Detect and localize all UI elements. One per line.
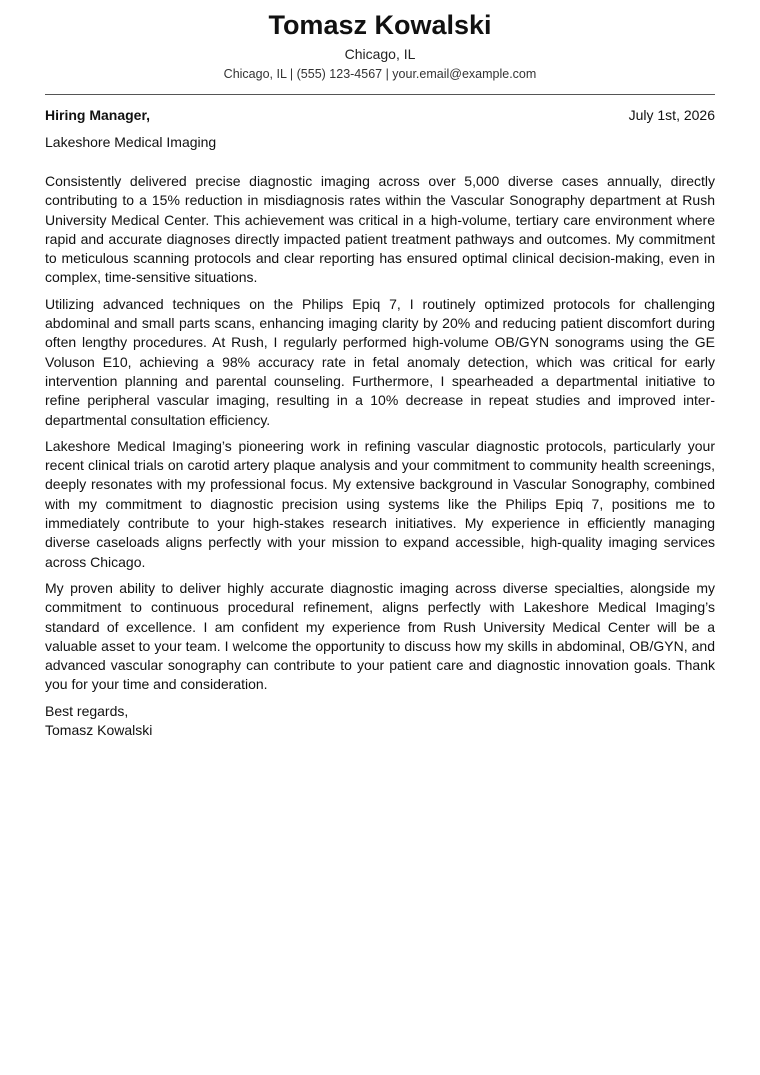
letter-body — [45, 172, 715, 695]
letter-closing-block — [45, 702, 715, 740]
closing-phrase: Best regards, — [45, 702, 129, 719]
company-name: Lakeshore Medical Imaging — [45, 134, 217, 150]
letter-header — [45, 0, 715, 82]
body-paragraph: My proven ability to deliver highly accurate diagnostic imaging across diverse specialties, alongside my commitment to continuous procedural refinement, aligns perfectly with Lakeshore Medical Imaging’s standard of excellence. I am confident my experience from Rush University Medical Center will be a valuable asset to your team. I welcome the opportunity to discuss how my skills in abdominal, OB/GYN, and advanced vascular sonography can contribute to your patient care and diagnostic innovation goals. Thank you for your time and consideration. — [45, 579, 715, 693]
signature-name: Tomasz Kowalski — [45, 721, 153, 738]
body-paragraph: Consistently delivered precise diagnostic imaging across over 5,000 diverse cases annually, directly contributing to a 15% reduction in misdiagnosis rates within the Vascular Sonography department at Rush University Medical Center. This achievement was critical in a high-volume, tertiary care environment where rapid and accurate diagnoses directly impacted patient treatment pathways and outcomes. My commitment to meticulous scanning protocols and clear reporting has ensured optimal clinical decision-making, even in complex, time-sensitive situations. — [45, 173, 715, 286]
applicant-name: Tomasz Kowalski — [268, 10, 492, 40]
recipient-salutation: Hiring Manager, — [45, 107, 151, 123]
body-paragraph: Utilizing advanced techniques on the Philips Epiq 7, I routinely optimized protocols for challenging abdominal and small parts scans, enhancing imaging clarity by 20% and reducing patient discomfort during often lengthy procedures. At Rush, I regularly performed high-volume OB/GYN sonograms using the GE Voluson E10, achieving a 98% accuracy rate in fetal anomaly detection, which was critical for early intervention planning and parental counseling. Furthermore, I spearheaded a departmental initiative to refine peripheral vascular imaging, resulting in a 10% decrease in repeat studies and improved inter-departmental consultation efficiency. — [45, 295, 715, 428]
applicant-contact-line: Chicago, IL | (555) 123-4567 | your.email@example.com — [223, 67, 537, 81]
header-divider — [45, 94, 715, 95]
body-paragraph: Lakeshore Medical Imaging’s pioneering work in refining vascular diagnostic protocols, particularly your recent clinical trials on carotid artery plaque analysis and your commitment to community health screenings, deeply resonates with my professional focus. My extensive background in Vascular Sonography, combined with my commitment to diagnostic precision using systems like the Philips Epiq 7, positions me to immediately contribute to your high-stakes research initiatives. My experience in efficiently managing diverse caseloads aligns perfectly with your mission to expand accessible, high-quality imaging services across Chicago. — [45, 437, 715, 570]
recipient-date-row — [45, 106, 715, 124]
letter-date: July 1st, 2026 — [628, 107, 715, 123]
applicant-location: Chicago, IL — [344, 46, 416, 62]
